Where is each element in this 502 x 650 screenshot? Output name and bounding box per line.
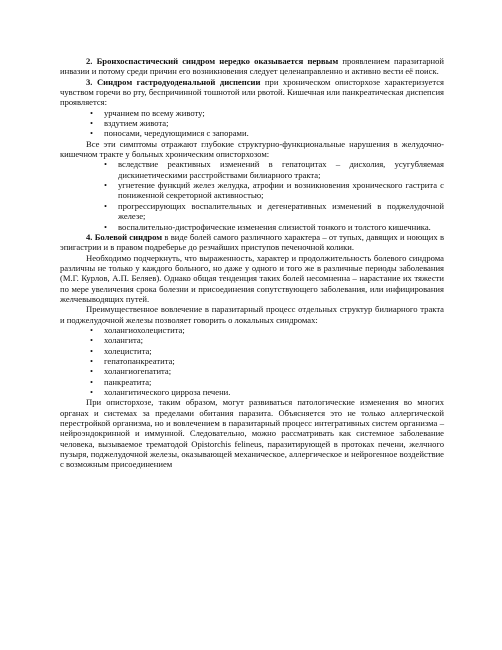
list-item: • воспалительно-дистрофические изменения слизистой тонкого и толстого кишечника. — [60, 222, 444, 232]
section-2-paragraph — [60, 56, 444, 77]
list-item: • холангитического цирроза печени. — [60, 387, 444, 397]
section-4-paragraph-2: Необходимо подчеркнуть, что выраженность, характер и продолжительность болевого синдрома различны не только у каждого больного, но даже у одного и того же в различные периоды заболевания (М.Г. Курлов, А.П. Беляев). Однако общая тенденция таких болей несомненна – нарастание их тяжести по мере увеличения срока болезни и присоединения сопутствующего заболевания, или инфицирования желчевыводящих путей. — [60, 252, 444, 304]
list-item: • гепатопанкреатита; — [60, 356, 444, 366]
list-item: • урчанием по всему животу; — [60, 108, 444, 118]
list-item: • вздутием живота; — [60, 118, 444, 128]
section-4-text: в виде болей самого различного характера – от тупых, давящих и ноющих в эпигастрии и в правом подреберье до резчайших приступов печеночной колики. — [60, 231, 445, 253]
symptom-list — [60, 108, 444, 139]
section-3-text: при хроническом описторхозе характеризуется чувством горечи во рту, беспричинной тошнотой или рвотой. Кишечная или панкреатическая диспепсия проявляется: — [60, 76, 444, 108]
section-2-text: проявлением паразитарной инвазии и потому среди причин его возникновения следует целенаправленно и активно вести её поиск. — [60, 56, 445, 77]
section-3-paragraph — [60, 77, 444, 108]
list-item: • панкреатита; — [60, 377, 444, 387]
list-item: • угнетение функций желез желудка, атрофии и возникновения хронического гастрита с пониженной секреторной активностью; — [60, 180, 444, 201]
list-item: • холангиохолецистита; — [60, 325, 444, 335]
cause-list — [60, 159, 444, 231]
list-item: • вследствие реактивных изменений в гепатоцитах – дисхолия, усугубляемая дискинетическими расстройствами билиарного тракта; — [60, 159, 444, 180]
closing-paragraph: При описторхозе, таким образом, могут развиваться патологические изменения во многих органах и системах за пределами обитания паразита. Объясняется это не только аллергической перестройкой организма, но и вовлечением в паразитарный процесс интегративных систем организма – нейроэндокринной и иммунной. Следовательно, можно рассматривать как системное заболевание человека, вызываемое трематодой Opistorchis felineus, паразитирующей в протоках печени, желчного пузыря, поджелудочной железы, оказывающей механическое, аллергическое и нейрогенное воздействие с возможным присоединением — [60, 397, 444, 470]
section-3-heading: 3. Синдром гастродуоденальной диспепсии — [86, 76, 261, 87]
list-item: • холангита; — [60, 335, 444, 345]
section-4-paragraph — [60, 232, 444, 253]
syndrome-list — [60, 325, 444, 397]
list-item: • холецистита; — [60, 346, 444, 356]
section-3-summary: Все эти симптомы отражают глубокие структурно-функциональные нарушения в желудочно-кишечном тракте у больных хроническим описторхозом: — [60, 138, 444, 160]
list-item: • прогрессирующих воспалительных и дегенеративных изменений в поджелудочной железе; — [60, 201, 444, 222]
section-4-heading: 4. Болевой синдром — [86, 231, 163, 242]
section-4-paragraph-3: Преимущественное вовлечение в паразитарный процесс отдельных структур билиарного тракта и поджелудочной железы позволяет говорить о локальных синдромах: — [60, 304, 444, 325]
list-item: • холангиогепатита; — [60, 366, 444, 376]
section-2-heading: 2. Бронхоспастический синдром нередко оказывается первым — [86, 56, 339, 66]
list-item: • поносами, чередующимися с запорами. — [60, 128, 444, 138]
